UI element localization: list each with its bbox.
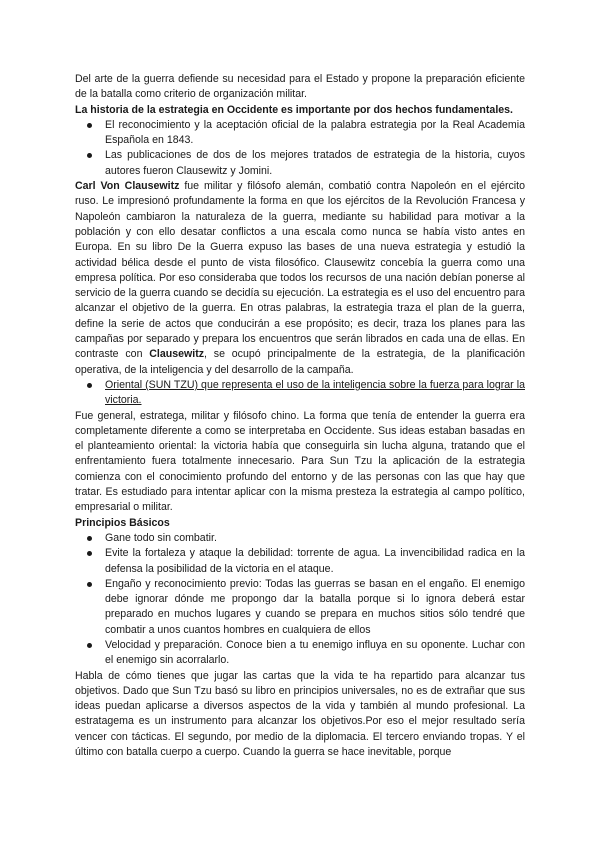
list-item [75,638,525,669]
clausewitz-name: Carl Von Clausewitz [75,180,180,193]
list-item [75,531,525,546]
suntzu-paragraph: Fue general, estratega, militar y filósofo chino. La forma que tenía de entender la guerra era completamente diferente a como se interpretaba en Occidente. Sus ideas estaban basadas en el planteamiento oriental: la victoria había que conseguirla sin lucha alguna, tratando que el enfrentamiento fuera totalmente innecesario. Para Sun Tzu la aplicación de la estrategia comienza con el conocimiento profundo del entorno y de las personas con las que hay que tratar. Es estudiado para intentar aplicar con la misma presteza la estrategia al campo político, empresarial o militar. [75,409,525,514]
clausewitz-name-2: Clausewitz [149,348,205,361]
history-heading: La historia de la estrategia en Occidente es importante por dos hechos fundamentales. [75,103,513,116]
bullet-icon [87,383,92,388]
bullet-text: El reconocimiento y la aceptación oficial de la palabra estrategia por la Real Academia Española en 1843. [105,118,525,147]
list-item [75,118,525,149]
oriental-bullet-list [75,378,525,409]
bullet-icon [87,582,92,587]
list-item [75,148,525,179]
bullet-icon [87,153,92,158]
bullet-icon [87,123,92,128]
bullet-icon [87,536,92,541]
bullet-text: Velocidad y preparación. Conoce bien a tu enemigo influya en su oponente. Luchar con el enemigo sin acorralarlo. [105,638,525,667]
oriental-link[interactable]: Oriental (SUN TZU) que representa el uso de la inteligencia sobre la fuerza para lograr la victoria. [105,378,525,407]
bullet-icon [87,551,92,556]
bullet-text: Las publicaciones de dos de los mejores tratados de estrategia de la historia, cuyos autores fueron Clausewitz y Jomini. [105,149,525,177]
principles-heading: Principios Básicos [75,516,170,529]
intro-paragraph: Del arte de la guerra defiende su necesidad para el Estado y propone la preparación eficiente de la batalla como criterio de organización militar. [75,73,525,101]
clausewitz-text-end: , se ocupó principalmente de la estrategia, de la planificación operativa, de la inteligencia y del desarrollo de la campaña. [75,348,525,376]
list-item [75,378,525,409]
principles-list [75,531,525,669]
list-item [75,577,525,638]
bullet-text: Engaño y reconocimiento previo: Todas las guerras se basan en el engaño. El enemigo debe ignorar dónde me propongo dar la batalla porque si lo ignora deberá estar preparado en muchos lugares y cuando se prepara en muchos sitios sólo tendré que combatir a unos cuantos hombres en cualquiera de ellos [105,577,525,636]
history-bullet-list [75,118,525,179]
bullet-text: Evite la fortaleza y ataque la debilidad: torrente de agua. La invencibilidad radica en la defensa la posibilidad de la victoria en el ataque. [105,547,525,575]
bullet-icon [87,643,92,648]
clausewitz-text: fue militar y filósofo alemán, combatió contra Napoleón en el ejército ruso. Le impresionó profundamente la forma en que los ejércitos de la Revolución Francesa y Napoleón cambiaron la naturaleza de la guerra, mediante su habilidad para motivar a la población y con ello desatar conflictos a una escala como nunca se había visto antes en Europa. En su libro De la Guerra expuso las bases de una nueva estrategia y estudió la actividad bélica desde el punto de vista filosófico. Clausewitz concebía la guerra como una empresa política. Por eso consideraba que todos los recursos de una nación debían ponerse al servicio de la guerra cuando se decidía su ejecución. La estrategia es el uso del encuentro para alcanzar el objetivo de la guerra. En otras palabras, la estrategia traza el plan de la guerra, define la serie de actos que conducirán a ese propósito; es decir, traza los planes para las campañas por separado y prepara los encuentros que serán librados en cada una de ellas. En contraste con [75,180,525,361]
bullet-text: Gane todo sin combatir. [105,531,217,544]
list-item [75,546,525,577]
clausewitz-paragraph [75,179,525,378]
closing-paragraph: Habla de cómo tienes que jugar las cartas que la vida te ha repartido para alcanzar tus objetivos. Dado que Sun Tzu basó su libro en principios universales, no es de extrañar que sus ideas puedan aplicarse a diversos aspectos de la vida y también al mundo profesional. La estratagema es un instrumento para alcanzar los objetivos.Por eso el mejor resultado sería vencer con tácticas. El segundo, por medio de la diplomacia. El tercero enviando tropas. Y el último con batalla cuerpo a cuerpo. Cuando la guerra se hace inevitable, porque [75,669,525,759]
